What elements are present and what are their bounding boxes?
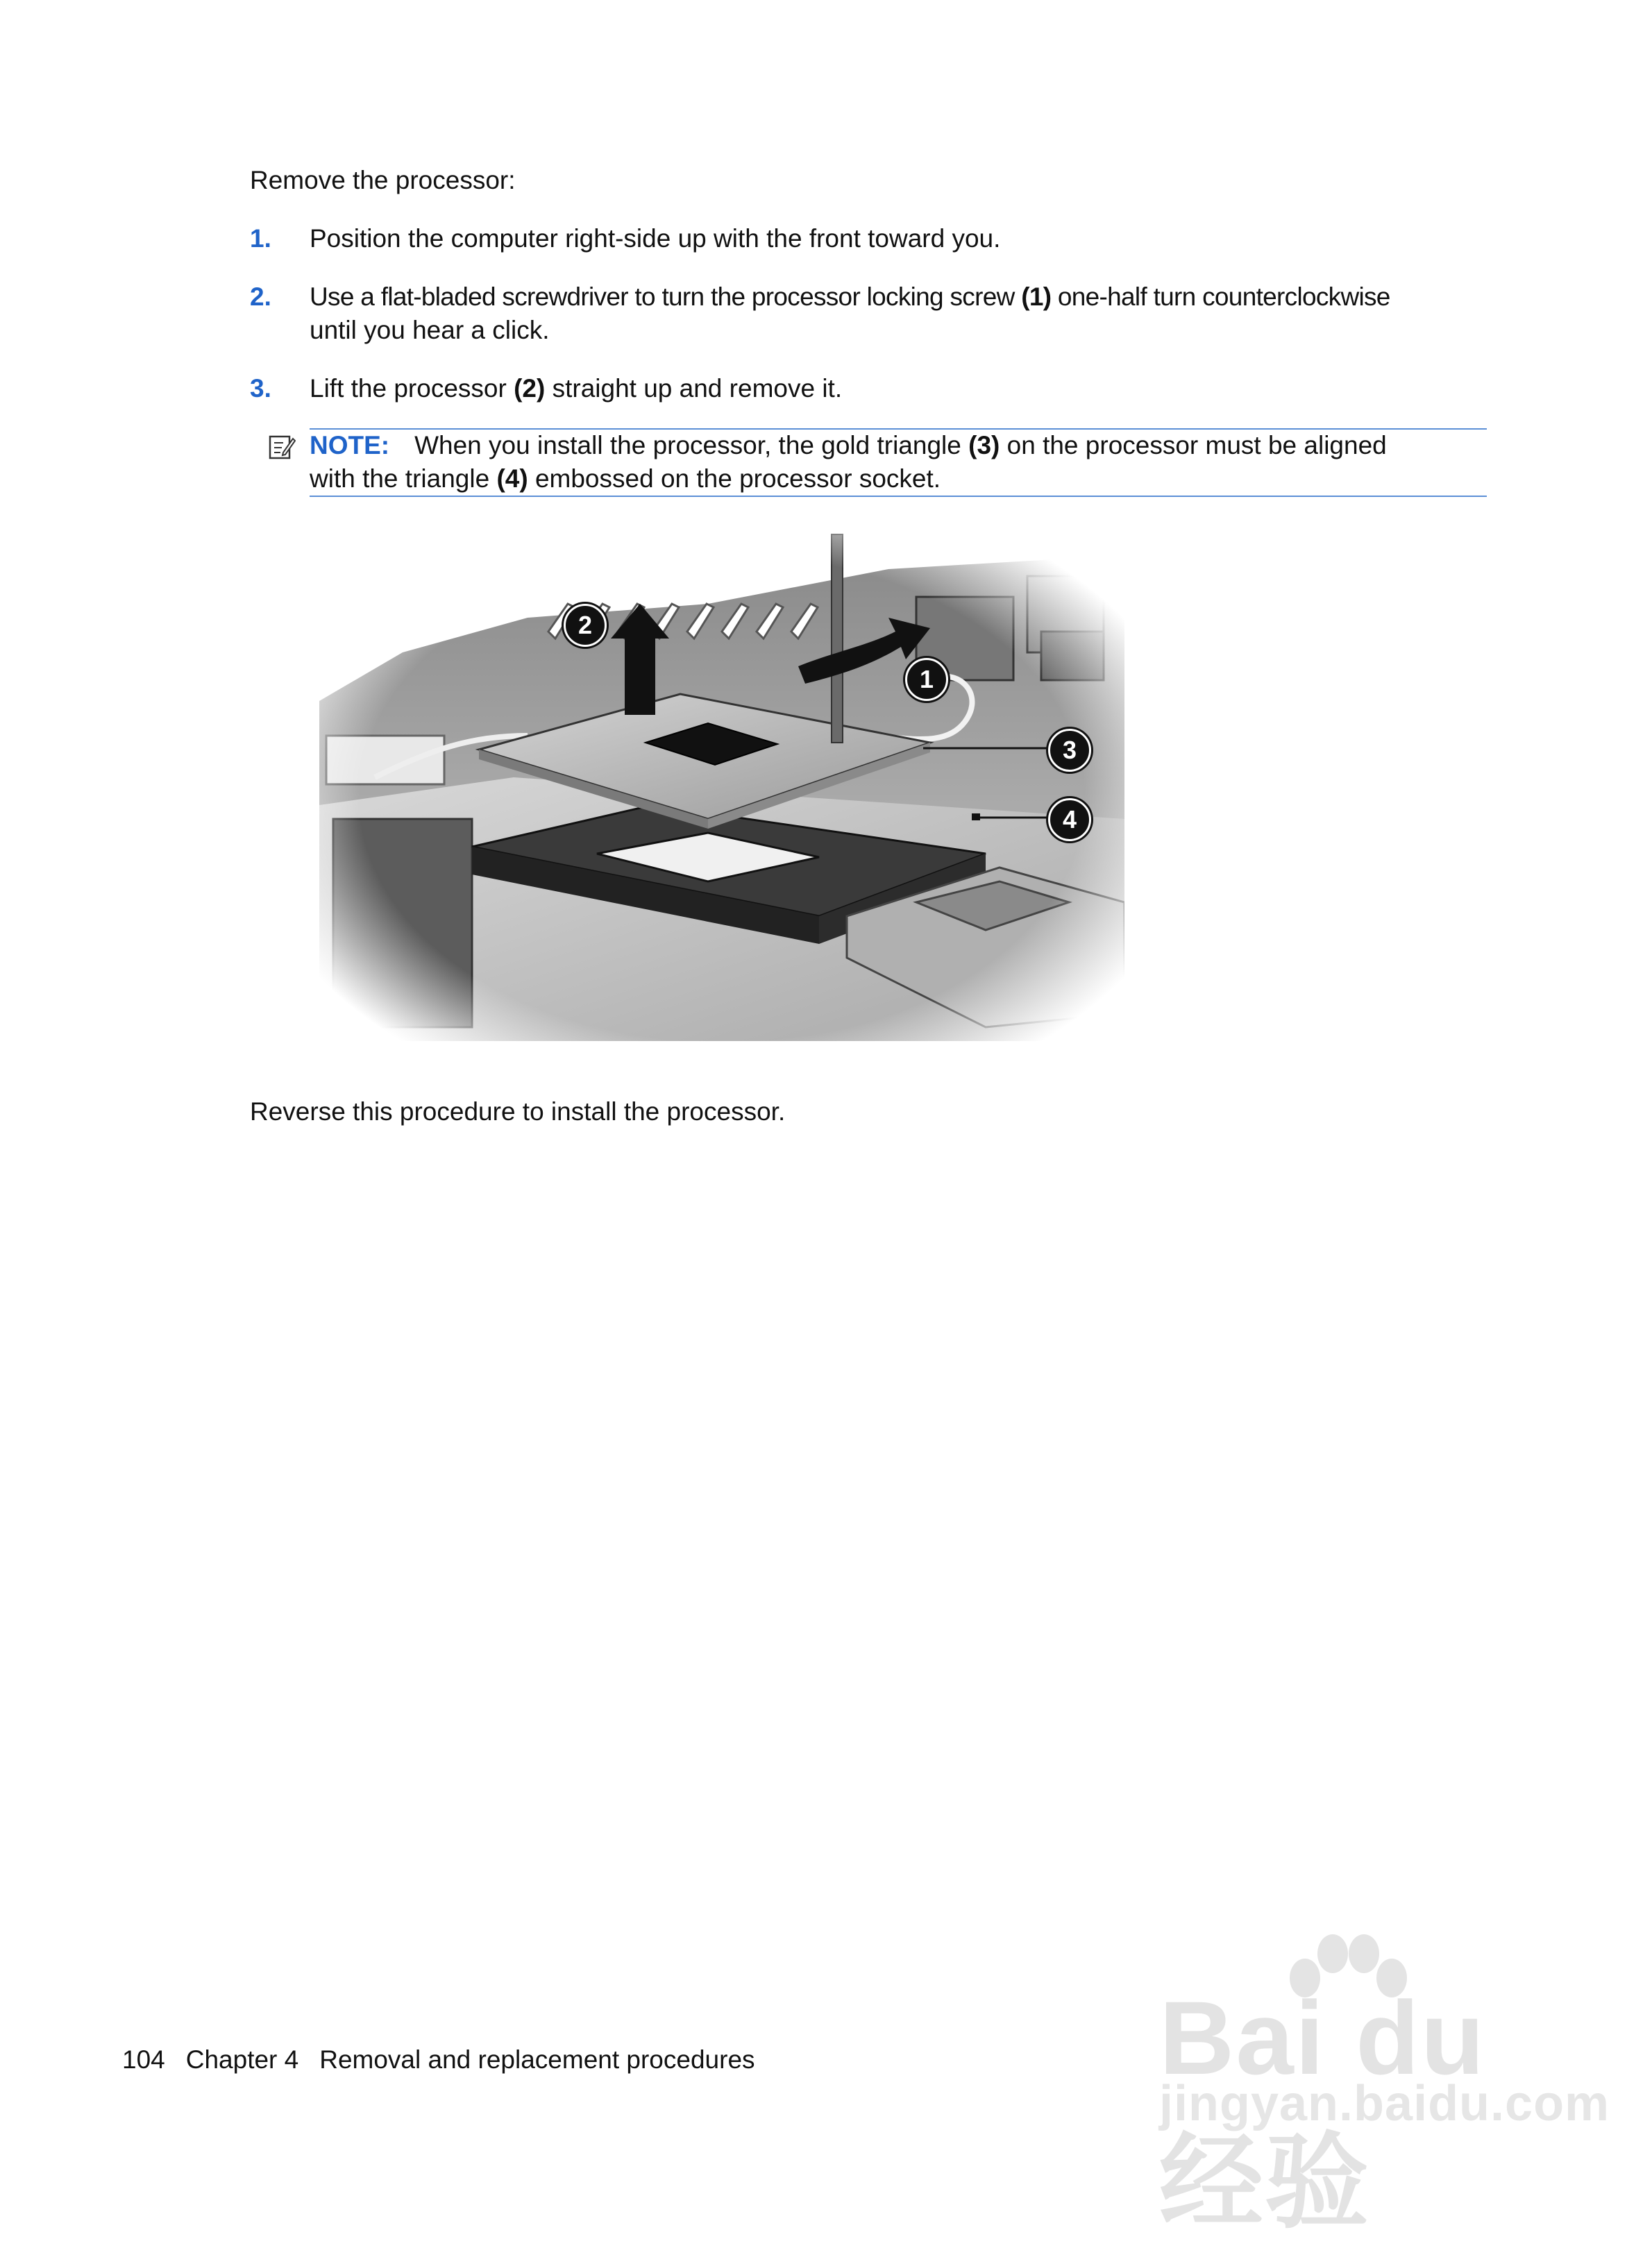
note-line-2 <box>310 462 941 496</box>
step-2-number: 2. <box>250 282 271 311</box>
note-line1-b: on the processor must be aligned <box>1000 431 1387 459</box>
step-3-text <box>310 372 842 405</box>
note-line-1 <box>310 429 1490 462</box>
footer-chapter: Chapter 4 <box>185 2045 299 2074</box>
step-2-text <box>310 280 1490 314</box>
note-line1-ref: (3) <box>968 431 1000 459</box>
intro-text: Remove the processor: <box>250 166 516 194</box>
step-3-text-b: straight up and remove it. <box>545 374 843 403</box>
note-label: NOTE: <box>310 431 390 459</box>
processor-figure <box>319 527 1124 1069</box>
callout-4: 4 <box>1048 798 1091 841</box>
footer-title: Removal and replacement procedures <box>319 2045 755 2074</box>
watermark-brand: Bai du 经验 <box>1159 1979 1486 2240</box>
note-pencil-icon <box>268 433 296 461</box>
page-number: 104 <box>122 2045 165 2074</box>
step-2-text-a: Use a flat-bladed screwdriver to turn the processor locking screw <box>310 282 1022 311</box>
step-3-number: 3. <box>250 374 271 403</box>
callout-2: 2 <box>564 604 607 647</box>
note-line2-ref: (4) <box>496 464 528 493</box>
note-line1-a: When you install the processor, the gold triangle <box>414 431 969 459</box>
step-1-number: 1. <box>250 224 271 253</box>
step-1-text: Position the computer right-side up with the front toward you. <box>310 224 1001 253</box>
callout-3: 3 <box>1048 729 1091 772</box>
note-bottom-rule <box>310 496 1487 497</box>
step-2-ref: (1) <box>1021 282 1052 311</box>
note-line2-a: with the triangle <box>310 464 497 493</box>
step-2-text-b: one-half turn counterclockwise <box>1051 282 1390 311</box>
step-3-text-a: Lift the processor <box>310 374 514 403</box>
callout-1: 1 <box>905 658 948 701</box>
step-2-text-c: until you hear a click. <box>310 316 550 344</box>
note-line2-b: embossed on the processor socket. <box>528 464 941 493</box>
baidu-watermark <box>1159 1929 1610 2240</box>
watermark-url: jingyan.baidu.com <box>1159 2076 1610 2131</box>
page-footer <box>122 2043 776 2077</box>
outro-text: Reverse this procedure to install the processor. <box>250 1097 786 1126</box>
step-3-ref: (2) <box>514 374 546 403</box>
